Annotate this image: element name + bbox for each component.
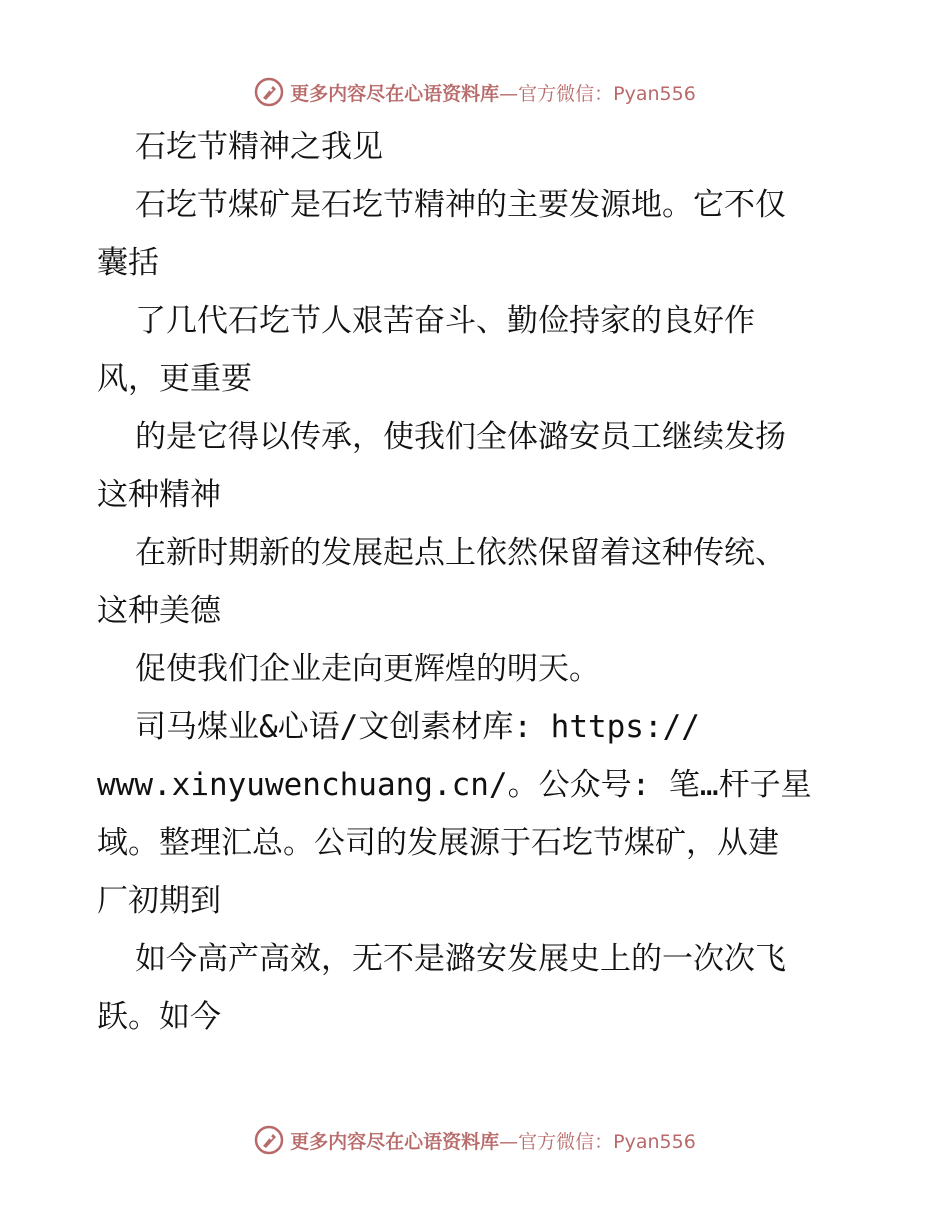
paragraph-line: 这种美德: [97, 593, 221, 629]
document-title: 石圪节精神之我见: [135, 129, 383, 165]
paragraph-line: 如今高产高效，无不是潞安发展史上的一次次飞: [135, 941, 786, 977]
paragraph-line: 跃。如今: [97, 999, 221, 1035]
paragraph-line: 这种精神: [97, 477, 221, 513]
paragraph-line: 域。整理汇总。公司的发展源于石圪节煤矿，从建: [97, 825, 779, 861]
paragraph-line: 的是它得以传承，使我们全体潞安员工继续发扬: [135, 419, 786, 455]
footer-banner: [0, 1120, 950, 1160]
paragraph-line: 风，更重要: [97, 361, 252, 397]
paragraph-line: 囊括: [97, 245, 159, 281]
pen-nib-icon: [254, 77, 284, 107]
paragraph-line: www.xinyuwenchuang.cn/。公众号: 笔…杆子星: [97, 767, 812, 803]
banner-main-text: 更多内容尽在心语资料库: [290, 82, 500, 105]
paragraph-line: 了几代石圪节人艰苦奋斗、勤俭持家的良好作: [135, 303, 755, 339]
pen-nib-icon: [254, 1125, 284, 1155]
banner-sub-text: —官方微信：Pyan556: [499, 1130, 696, 1153]
paragraph-line: 石圪节煤矿是石圪节精神的主要发源地。它不仅: [135, 187, 786, 223]
paragraph-line: 厂初期到: [97, 883, 221, 919]
header-banner: [0, 72, 950, 112]
paragraph-line: 促使我们企业走向更辉煌的明天。: [135, 651, 600, 687]
banner-sub-text: —官方微信：Pyan556: [499, 82, 696, 105]
paragraph-line: 司马煤业&心语/文创素材库: https://: [135, 709, 700, 745]
banner-main-text: 更多内容尽在心语资料库: [290, 1130, 500, 1153]
document-body: [97, 118, 857, 1046]
paragraph-line: 在新时期新的发展起点上依然保留着这种传统、: [135, 535, 786, 571]
